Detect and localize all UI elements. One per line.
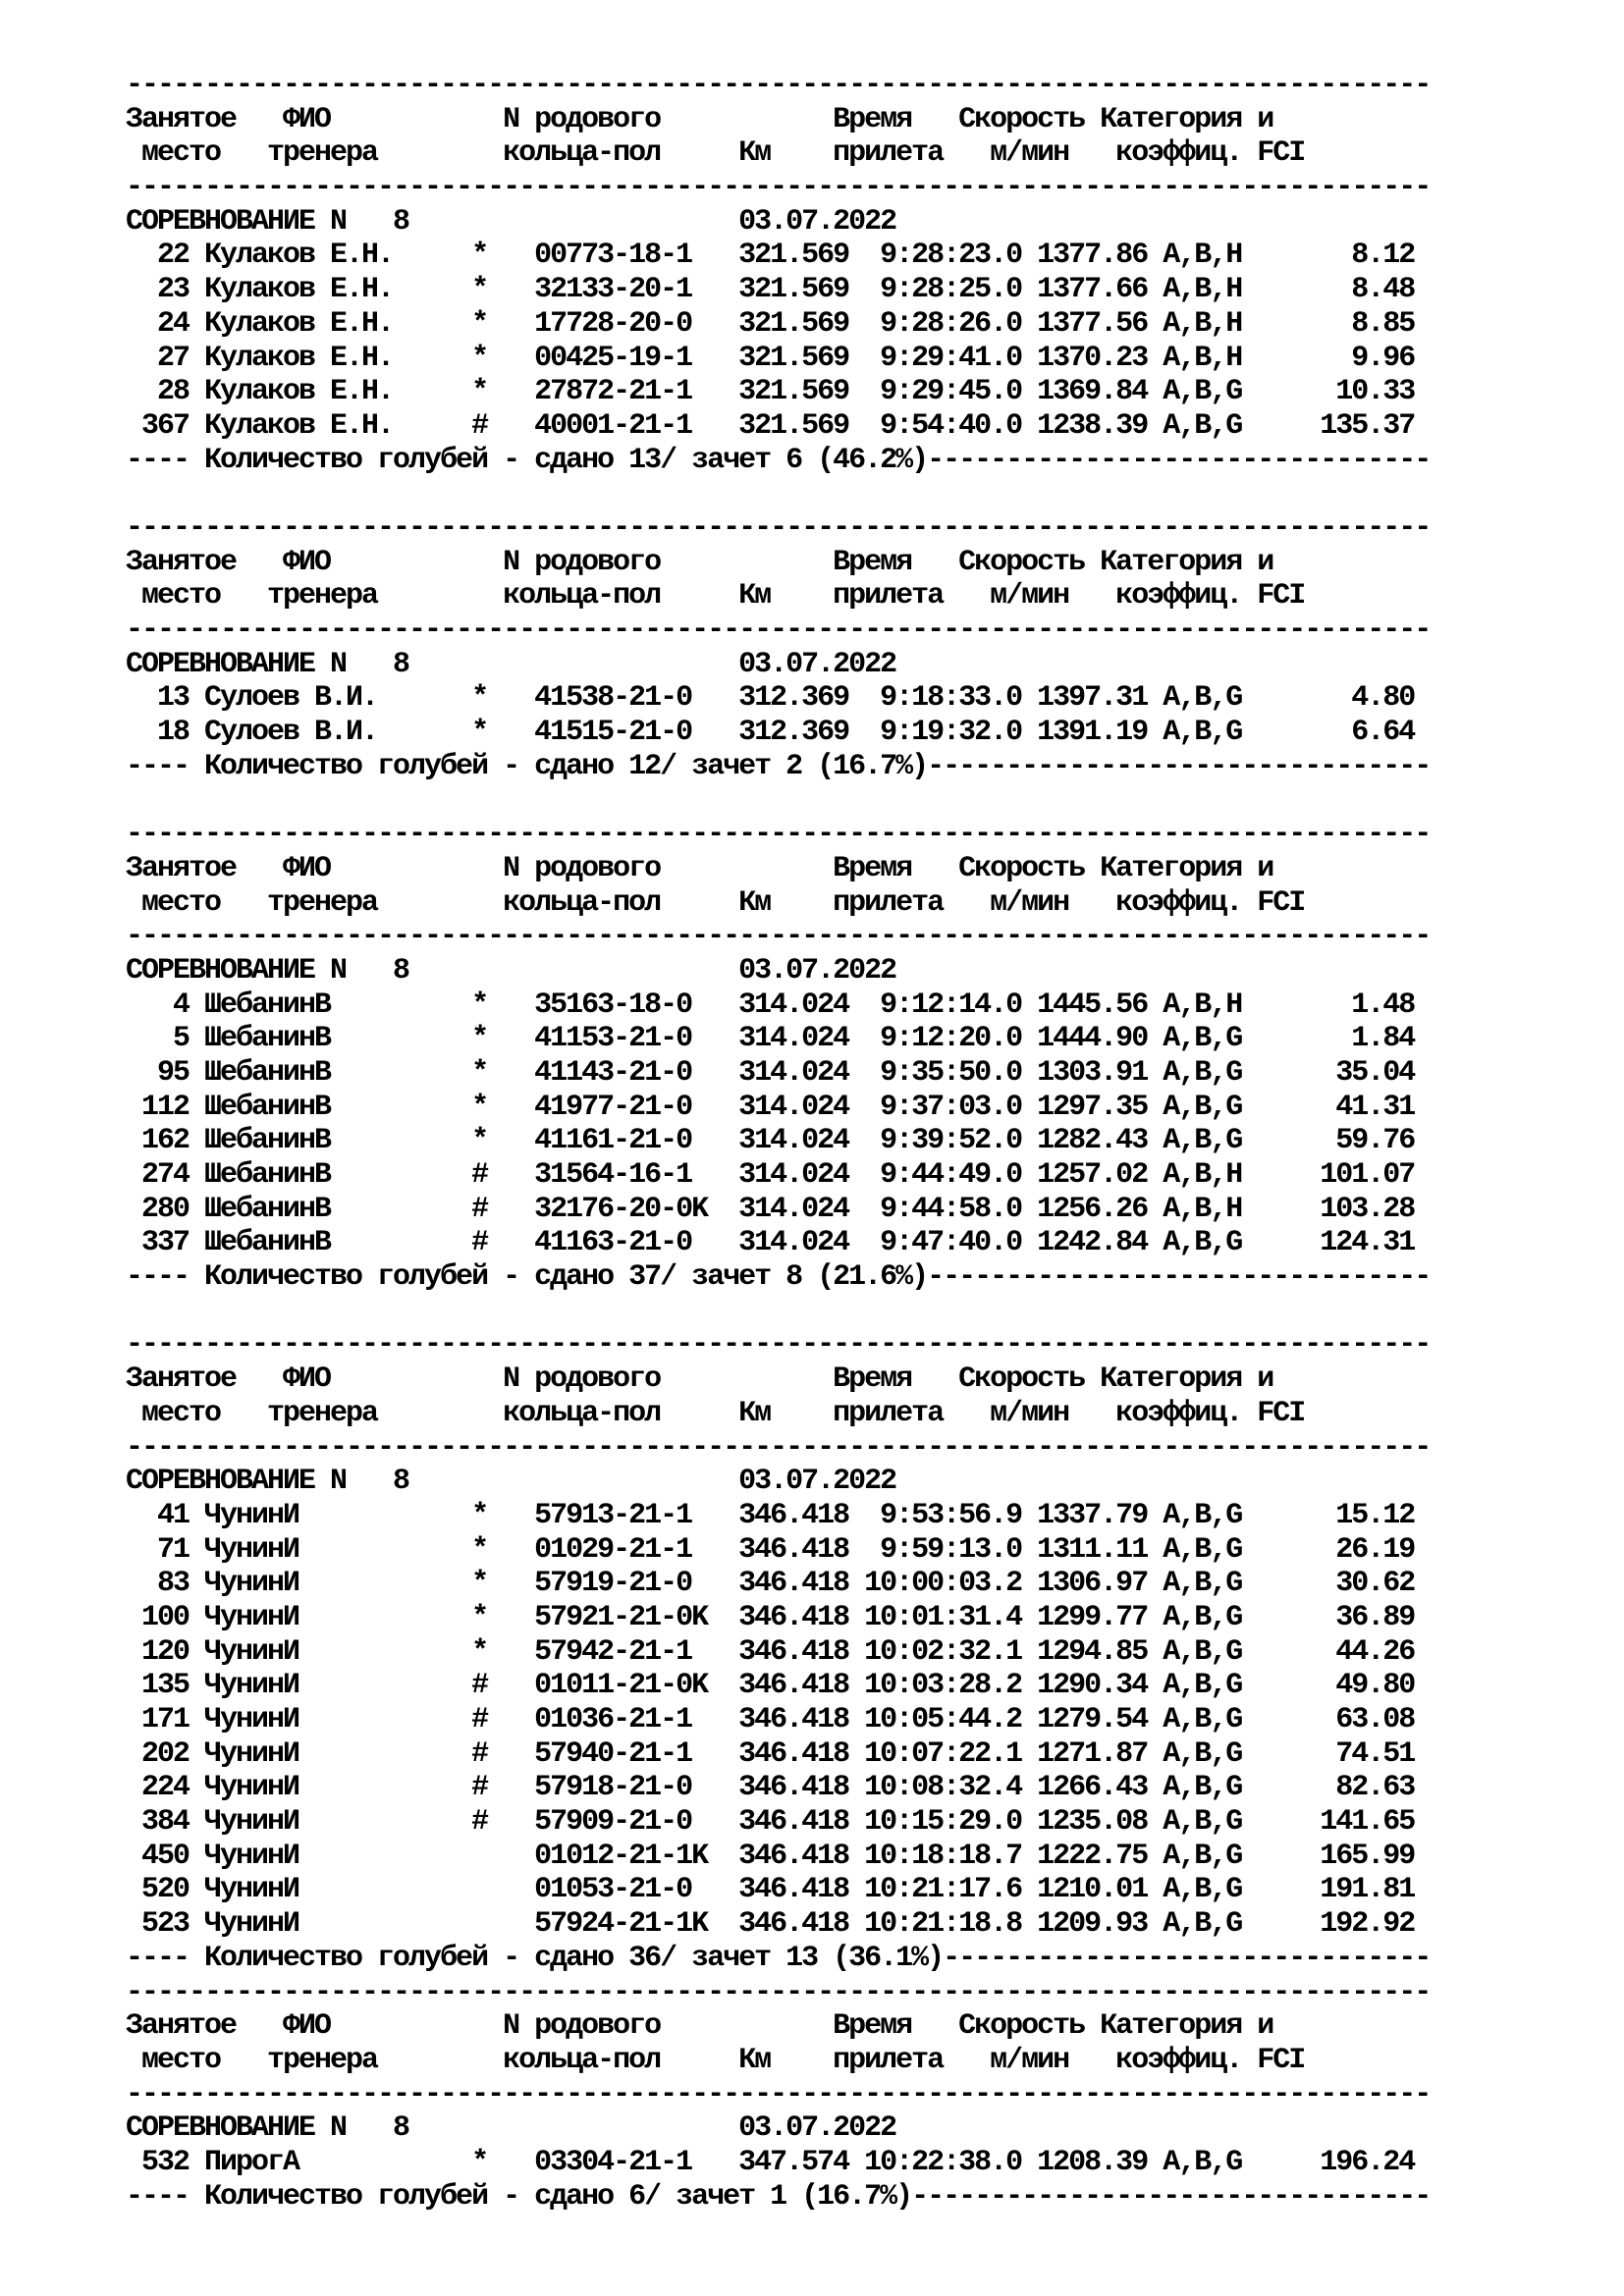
result-block (126, 69, 1430, 477)
result-row: 520 ЧунинИ 01053-21-0 346.418 10:21:17.6 1210.01 A,B,G 191.81 (126, 1873, 1415, 1907)
separator-rule: ----------------------------------------------------------------------------------- (126, 614, 1431, 647)
result-row: 100 ЧунинИ * 57921-21-0K 346.418 10:01:31.4 1299.77 A,B,G 36.89 (126, 1600, 1415, 1634)
result-row: 162 ШебанинВ * 41161-21-0 314.024 9:39:52.0 1282.43 A,B,G 59.76 (126, 1124, 1415, 1158)
separator-rule: ----------------------------------------------------------------------------------- (126, 1328, 1431, 1362)
competition-line: СОРЕВНОВАНИЕ N 8 03.07.2022 (126, 204, 896, 239)
column-header-line-1: Занятое ФИО N родового Время Скорость Категория и (126, 851, 1273, 885)
column-header-line-2: место тренера кольца-пол Км прилета м/мин коэффиц. FCI (126, 579, 1305, 614)
result-row: 120 ЧунинИ * 57942-21-1 346.418 10:02:32.1 1294.85 A,B,G 44.26 (126, 1634, 1415, 1669)
separator-rule: ----------------------------------------------------------------------------------- (126, 2077, 1431, 2111)
separator-rule: ----------------------------------------------------------------------------------- (126, 510, 1431, 545)
summary-line: ---- Количество голубей - сдано 13/ зачет 6 (46.2%)-------------------------------- (126, 443, 1431, 477)
result-row: 5 ШебанинВ * 41153-21-0 314.024 9:12:20.0 1444.90 A,B,G 1.84 (126, 1022, 1415, 1056)
result-row: 337 ШебанинВ # 41163-21-0 314.024 9:47:40.0 1242.84 A,B,G 124.31 (126, 1226, 1415, 1260)
separator-rule: ----------------------------------------------------------------------------------- (126, 69, 1431, 102)
separator-rule: ----------------------------------------------------------------------------------- (126, 1975, 1431, 2009)
result-row: 384 ЧунинИ # 57909-21-0 346.418 10:15:29.0 1235.08 A,B,G 141.65 (126, 1805, 1415, 1840)
result-row: 112 ШебанинВ * 41977-21-0 314.024 9:37:03.0 1297.35 A,B,G 41.31 (126, 1090, 1415, 1124)
result-row: 18 Сулоев В.И. * 41515-21-0 312.369 9:19:32.0 1391.19 A,B,G 6.64 (126, 716, 1415, 750)
result-row: 135 ЧунинИ # 01011-21-0K 346.418 10:03:28.2 1290.34 A,B,G 49.80 (126, 1669, 1415, 1703)
result-row: 24 Кулаков Е.Н. * 17728-20-0 321.569 9:28:26.0 1377.56 A,B,H 8.85 (126, 306, 1415, 341)
column-header-line-1: Занятое ФИО N родового Время Скорость Категория и (126, 545, 1273, 579)
separator-rule: ----------------------------------------------------------------------------------- (126, 171, 1431, 205)
competition-line: СОРЕВНОВАНИЕ N 8 03.07.2022 (126, 1465, 896, 1499)
result-block (126, 1328, 1430, 1975)
column-header-line-2: место тренера кольца-пол Км прилета м/мин коэффиц. FCI (126, 136, 1305, 171)
result-row: 450 ЧунинИ 01012-21-1K 346.418 10:18:18.7 1222.75 A,B,G 165.99 (126, 1839, 1415, 1873)
result-row: 224 ЧунинИ # 57918-21-0 346.418 10:08:32.4 1266.43 A,B,G 82.63 (126, 1771, 1415, 1805)
result-row: 83 ЧунинИ * 57919-21-0 346.418 10:00:03.2 1306.97 A,B,G 30.62 (126, 1567, 1415, 1601)
result-row: 23 Кулаков Е.Н. * 32133-20-1 321.569 9:28:25.0 1377.66 A,B,H 8.48 (126, 273, 1415, 307)
result-row: 28 Кулаков Е.Н. * 27872-21-1 321.569 9:29:45.0 1369.84 A,B,G 10.33 (126, 375, 1415, 409)
summary-line: ---- Количество голубей - сдано 6/ зачет 1 (16.7%)--------------------------------- (126, 2179, 1431, 2214)
result-row: 41 ЧунинИ * 57913-21-1 346.418 9:53:56.9 1337.79 A,B,G 15.12 (126, 1498, 1415, 1532)
result-row: 274 ШебанинВ # 31564-16-1 314.024 9:44:49.0 1257.02 A,B,H 101.07 (126, 1158, 1415, 1192)
results-report (126, 69, 1430, 2248)
result-row: 4 ШебанинВ * 35163-18-0 314.024 9:12:14.0 1445.56 A,B,H 1.48 (126, 988, 1415, 1022)
result-row: 27 Кулаков Е.Н. * 00425-19-1 321.569 9:29:41.0 1370.23 A,B,H 9.96 (126, 341, 1415, 375)
result-row: 22 Кулаков Е.Н. * 00773-18-1 321.569 9:28:23.0 1377.86 A,B,H 8.12 (126, 239, 1415, 273)
separator-rule: ----------------------------------------------------------------------------------- (126, 1430, 1431, 1465)
result-row: 71 ЧунинИ * 01029-21-1 346.418 9:59:13.0 1311.11 A,B,G 26.19 (126, 1532, 1415, 1567)
summary-line: ---- Количество голубей - сдано 37/ зачет 8 (21.6%)-------------------------------- (126, 1260, 1431, 1295)
competition-line: СОРЕВНОВАНИЕ N 8 03.07.2022 (126, 2111, 896, 2146)
result-row: 280 ШебанинВ # 32176-20-0K 314.024 9:44:58.0 1256.26 A,B,H 103.28 (126, 1192, 1415, 1226)
column-header-line-1: Занятое ФИО N родового Время Скорость Категория и (126, 102, 1273, 136)
result-block (126, 818, 1430, 1295)
separator-rule: ----------------------------------------------------------------------------------- (126, 818, 1431, 852)
result-row: 171 ЧунинИ # 01036-21-1 346.418 10:05:44.2 1279.54 A,B,G 63.08 (126, 1703, 1415, 1736)
column-header-line-1: Занятое ФИО N родового Время Скорость Категория и (126, 1362, 1273, 1397)
column-header-line-1: Занятое ФИО N родового Время Скорость Категория и (126, 2009, 1273, 2044)
result-row: 367 Кулаков Е.Н. # 40001-21-1 321.569 9:54:40.0 1238.39 A,B,G 135.37 (126, 408, 1415, 443)
competition-line: СОРЕВНОВАНИЕ N 8 03.07.2022 (126, 953, 896, 988)
column-header-line-2: место тренера кольца-пол Км прилета м/мин коэффиц. FCI (126, 1396, 1305, 1430)
result-row: 523 ЧунинИ 57924-21-1K 346.418 10:21:18.8 1209.93 A,B,G 192.92 (126, 1907, 1415, 1942)
result-row: 95 ШебанинВ * 41143-21-0 314.024 9:35:50.0 1303.91 A,B,G 35.04 (126, 1055, 1415, 1090)
result-row: 13 Сулоев В.И. * 41538-21-0 312.369 9:18:33.0 1397.31 A,B,G 4.80 (126, 681, 1415, 716)
column-header-line-2: место тренера кольца-пол Км прилета м/мин коэффиц. FCI (126, 2043, 1305, 2077)
result-block (126, 1976, 1430, 2215)
summary-line: ---- Количество голубей - сдано 12/ зачет 2 (16.7%)-------------------------------- (126, 749, 1431, 783)
column-header-line-2: место тренера кольца-пол Км прилета м/мин коэффиц. FCI (126, 885, 1305, 920)
result-row: 532 ПирогА * 03304-21-1 347.574 10:22:38.0 1208.39 A,B,G 196.24 (126, 2145, 1415, 2179)
separator-rule: ----------------------------------------------------------------------------------- (126, 920, 1431, 954)
summary-line: ---- Количество голубей - сдано 36/ зачет 13 (36.1%)------------------------------- (126, 1941, 1431, 1975)
result-block (126, 511, 1430, 784)
competition-line: СОРЕВНОВАНИЕ N 8 03.07.2022 (126, 647, 896, 681)
result-row: 202 ЧунинИ # 57940-21-1 346.418 10:07:22.1 1271.87 A,B,G 74.51 (126, 1736, 1415, 1771)
